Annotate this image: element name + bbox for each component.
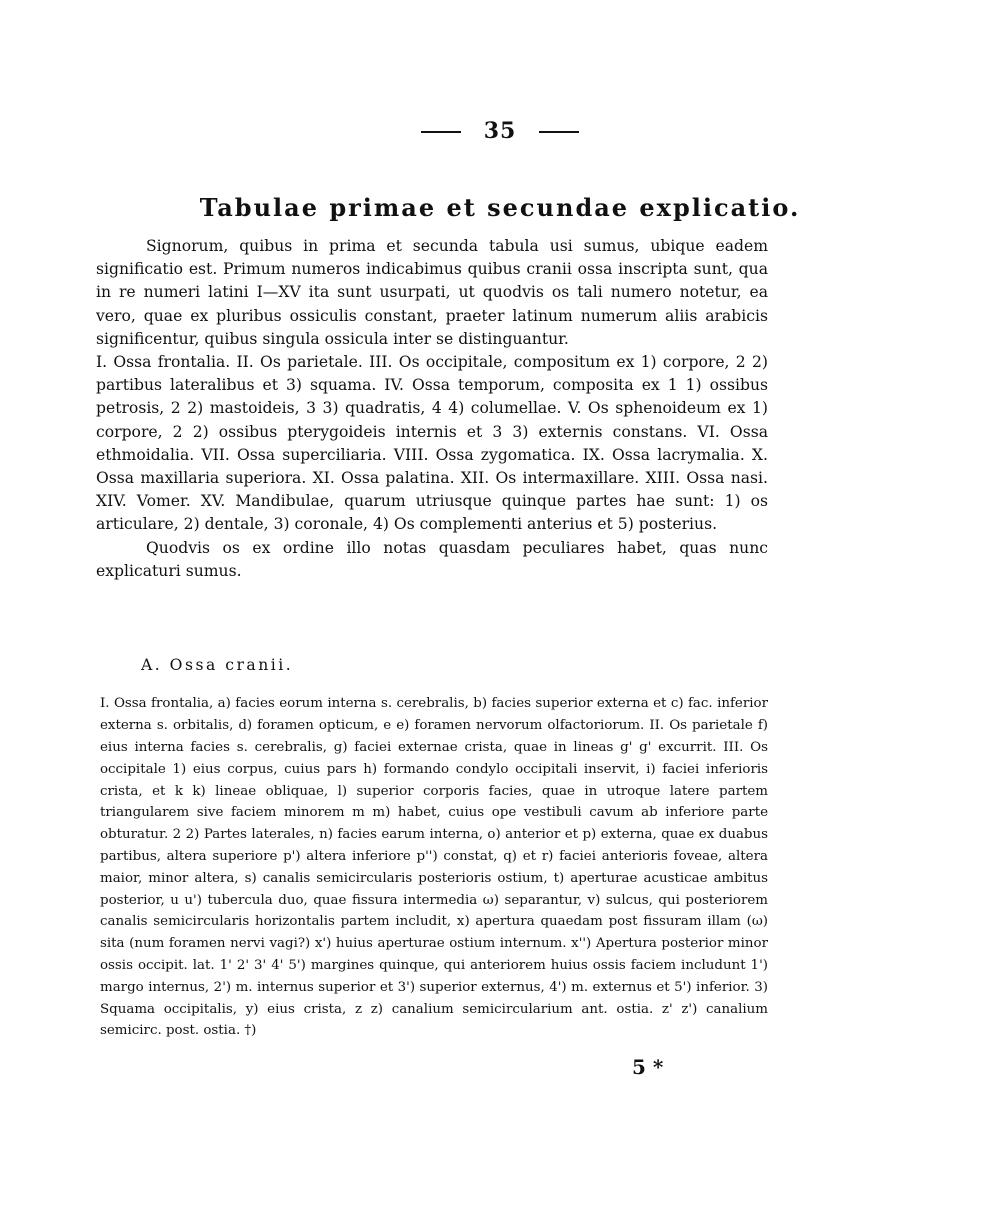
detail-text bbox=[100, 680, 768, 1056]
page-title: Tabulae primae et secundae explicatio. bbox=[199, 193, 801, 222]
page-number-line bbox=[0, 118, 1000, 144]
section-heading-a: A. Ossa cranii. bbox=[141, 656, 294, 674]
bone-enumeration: I. Ossa frontalia. II. Os parietale. III. Os occipitale, compositum ex 1) corpore, 2 2) partibus lateralibus et 3) squama. IV. Ossa temporum, composita ex 1 1) ossibus petrosis, 2 2) mastoideis, 3 3) quadratis, 4 4) columellae. V. Os sphenoideum ex 1) corpore, 2 2) ossibus pterygoideis internis et 3 3) externis constans. VI. Ossa ethmoidalia. VII. Ossa superciliaria. VIII. Ossa zygomatica. IX. Ossa lacrymalia. X. Ossa maxillaria superiora. XI. Ossa palatina. XII. Os intermaxillare. XIII. Ossa nasi. XIV. Vomer. XV. Mandibulae, quarum utriusque quinque partes hae sunt: 1) os articulare, 2) dentale, 3) coronale, 4) Os complementi anterius et 5) posterius. bbox=[96, 353, 768, 534]
signature-mark: 5 * bbox=[632, 1055, 664, 1079]
main-text bbox=[96, 235, 768, 583]
detail-paragraph: I. Ossa frontalia, a) facies eorum interna s. cerebralis, b) facies superior externa et c) fac. inferior externa s. orbitalis, d) foramen opticum, e e) foramen nervorum olfactoriorum. II. Os parietale f) eius interna facies s. cerebralis, g) faciei externae crista, quae in lineas g' g' excurrit. III. Os occipitale 1) eius corpus, cuius pars h) formando condylo occipitali inservit, i) faciei inferioris crista, et k k) lineae obliquae, l) superior corporis facies, quae in utroque latere partem triangularem sive faciem minorem m m) habet, cuius ope vestibuli cavum ab inferiore parte obturatur. 2 2) Partes laterales, n) facies earum interna, o) anterior et p) externa, quae ex duabus partibus, altera superiore p') altera inferiore p'') constat, q) et r) faciei anterioris foveae, altera maior, minor altera, s) canalis semicircularis posterioris ostium, t) aperturae acusticae ambitus posterior, u u') tubercula duo, quae fissura intermedia ω) separantur, v) sulcus, qui posteriorem canalis semicircularis horizontalis partem includit, x) apertura quaedam post fissuram illam (ω) sita (num foramen nervi vagi?) x') huius aperturae ostium internum. x'') Apertura posterior minor ossis occipit. lat. 1' 2' 3' 4' 5') margines quinque, qui anteriorem huius ossis faciem includunt 1') margo internus, 2') m. internus superior et 3') superior externus, 4') m. externus et 5') inferior. 3) Squama occipitalis, y) eius crista, z z) canalium semicircularium ant. ostia. z' z') canalium semicirc. post. ostia. †) bbox=[100, 696, 768, 1039]
page-number: 35 bbox=[483, 118, 517, 144]
right-rule bbox=[539, 131, 579, 133]
left-rule bbox=[421, 131, 461, 133]
transition-paragraph: Quodvis os ex ordine illo notas quasdam peculiares habet, quas nunc explicaturi sumus. bbox=[96, 538, 768, 580]
intro-paragraph: Signorum, quibus in prima et secunda tabula usi sumus, ubique eadem significatio est. Primum numeros indicabimus quibus cranii ossa inscripta sunt, qua in re numeri latini I—XV ita sunt usurpati, ut quodvis os tali numero notetur, ea vero, quae ex pluribus ossiculis constant, praeter latinum numerum aliis arabicis significentur, quibus singula ossicula inter se distinguantur. bbox=[96, 237, 768, 348]
